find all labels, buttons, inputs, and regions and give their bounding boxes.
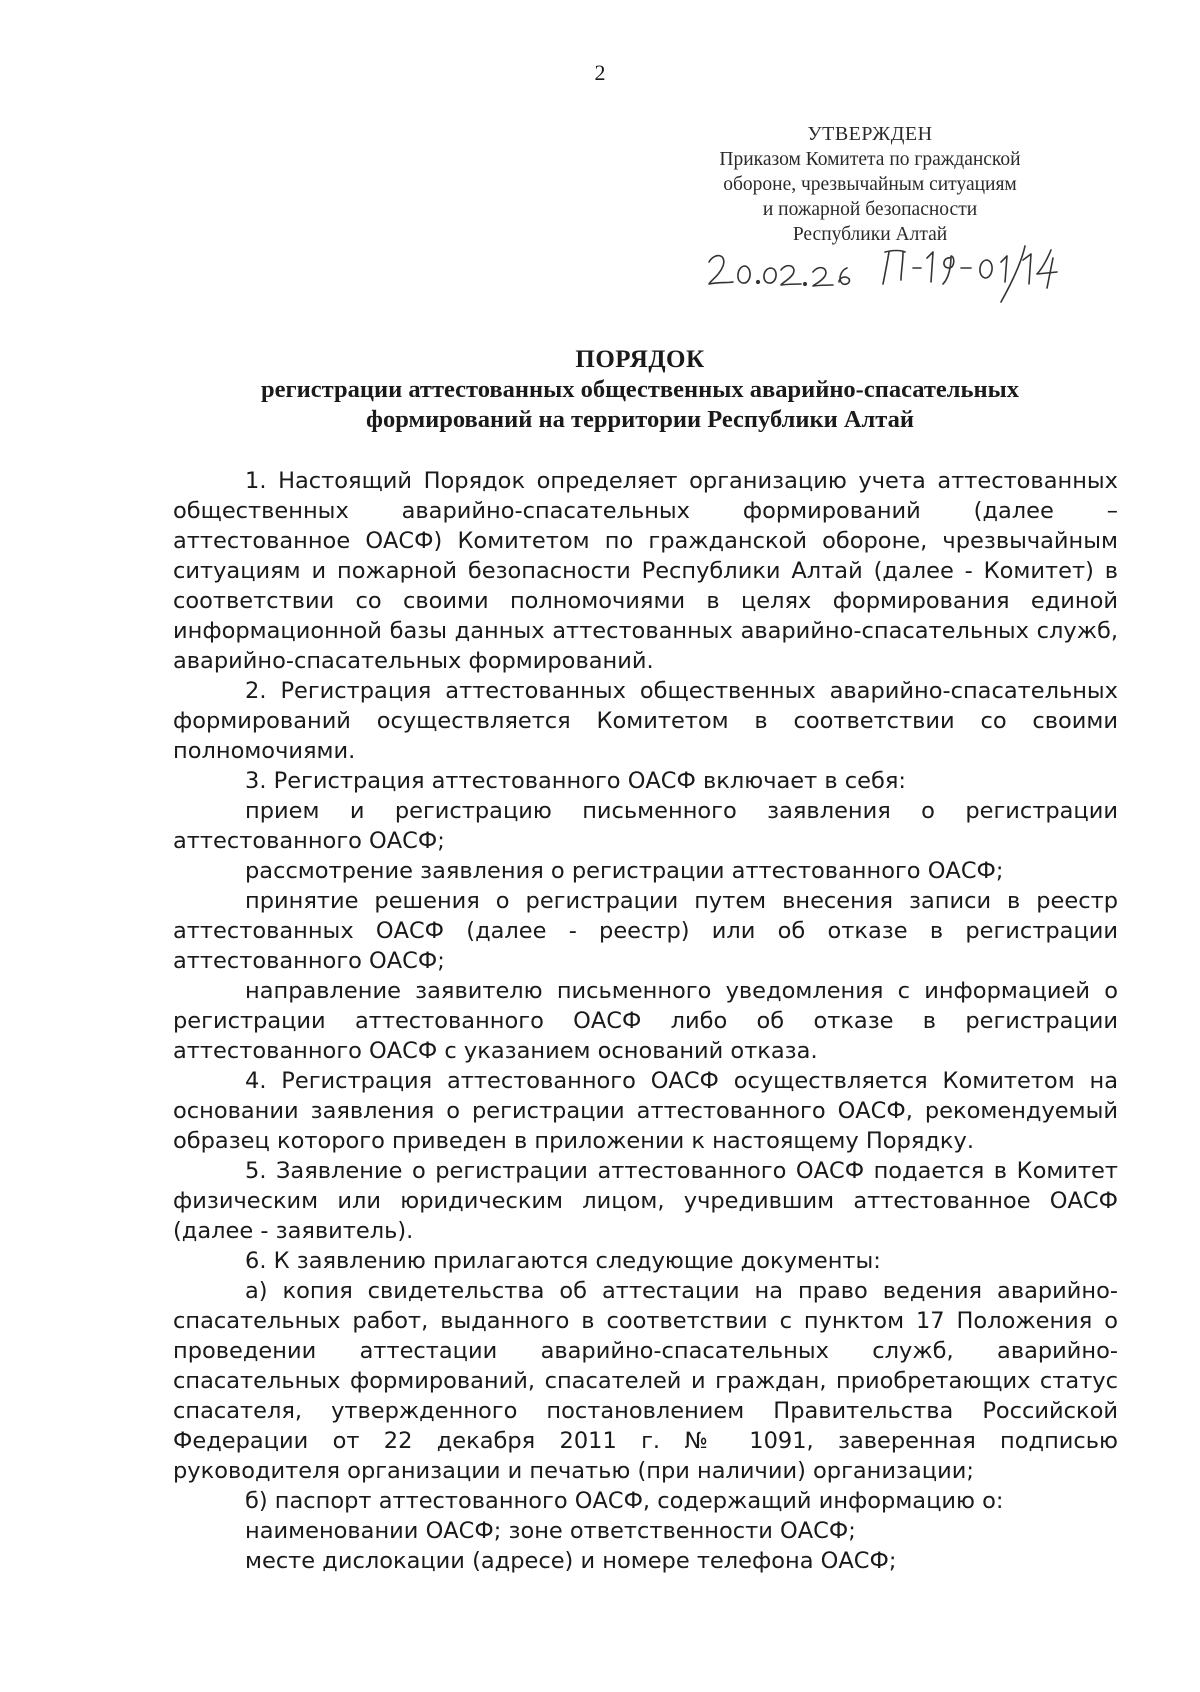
approval-title: УТВЕРЖДЕН	[807, 123, 933, 145]
paragraph-4: 4. Регистрация аттестованного ОАСФ осуществляется Комитетом на основании заявления о регистрации аттестованного ОАСФ, рекомендуемый образец которого приведен в приложении к настоящему Порядку.	[173, 1068, 1118, 1154]
approval-line-3: и пожарной безопасности	[762, 199, 978, 220]
paragraph-6-item-b-1: наименовании ОАСФ; зоне ответственности ОАСФ;	[245, 1518, 856, 1544]
title-line-1: ПОРЯДОК	[575, 346, 705, 373]
handwritten-date-number	[705, 244, 1065, 304]
title-line-2: регистрации аттестованных общественных аварийно-спасательных	[261, 376, 1019, 403]
paragraph-6: 6. К заявлению прилагаются следующие документы:	[245, 1248, 881, 1274]
paragraph-3-item-1: прием и регистрацию письменного заявления о регистрации аттестованного ОАСФ;	[173, 798, 1118, 854]
document-body	[173, 466, 1118, 1576]
paragraph-6-item-b: б) паспорт аттестованного ОАСФ, содержащий информацию о:	[245, 1488, 1004, 1514]
paragraph-6-item-b-2: месте дислокации (адресе) и номере телефона ОАСФ;	[245, 1548, 897, 1574]
approval-line-1: Приказом Комитета по гражданской	[719, 149, 1021, 170]
paragraph-2: 2. Регистрация аттестованных общественных аварийно-спасательных формирований осуществляется Комитетом в соответствии со своими полномочиями.	[173, 678, 1118, 764]
document-title	[120, 345, 1160, 435]
paragraph-1: 1. Настоящий Порядок определяет организацию учета аттестованных общественных аварийно-спасательных формирований (далее – аттестованное ОАСФ) Комитетом по гражданской обороне, чрезвычайным ситуациям и пожарной безопасности Республики Алтай (далее - Комитет) в соответствии со своими полномочиями в целях формирования единой информационной базы данных аттестованных аварийно-спасательных служб, аварийно-спасательных формирований.	[173, 468, 1118, 674]
title-line-3: формирований на территории Республики Алтай	[366, 406, 914, 433]
page-number: 2	[594, 60, 606, 85]
paragraph-6-item-a: а) копия свидетельства об аттестации на право ведения аварийно-спасательных работ, выданного в соответствии с пунктом 17 Положения о проведении аттестации аварийно-спасательных служб, аварийно-спасательных формирований, спасателей и граждан, приобретающих статус спасателя, утвержденного постановлением Правительства Российской Федерации от 22 декабря 2011 г. № 1091, заверенная подписью руководителя организации и печатью (при наличии) организации;	[173, 1278, 1118, 1484]
paragraph-3-item-3: принятие решения о регистрации путем внесения записи в реестр аттестованных ОАСФ (далее - реестр) или об отказе в регистрации аттестованного ОАСФ;	[173, 888, 1118, 974]
approval-line-4: Республики Алтай	[792, 224, 948, 245]
paragraph-3-item-2: рассмотрение заявления о регистрации аттестованного ОАСФ;	[245, 858, 1004, 884]
paragraph-5: 5. Заявление о регистрации аттестованного ОАСФ подается в Комитет физическим или юридическим лицом, учредившим аттестованное ОАСФ (далее - заявитель).	[173, 1158, 1118, 1244]
approval-line-2: обороне, чрезвычайным ситуациям	[723, 174, 1017, 195]
approval-block	[690, 122, 1050, 247]
paragraph-3-item-4: направление заявителю письменного уведомления с информацией о регистрации аттестованного ОАСФ либо об отказе в регистрации аттестованного ОАСФ с указанием оснований отказа.	[173, 978, 1118, 1064]
paragraph-3: 3. Регистрация аттестованного ОАСФ включает в себя:	[245, 768, 907, 794]
